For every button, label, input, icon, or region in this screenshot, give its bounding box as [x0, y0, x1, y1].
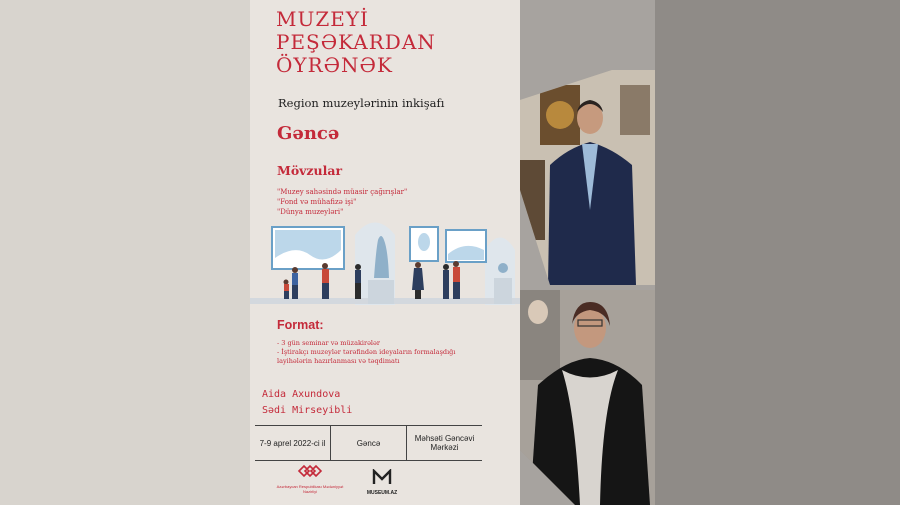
- title-line-1: MUZEYİ: [276, 7, 369, 31]
- visitor-figure: [443, 264, 449, 299]
- visitor-figure: [284, 280, 290, 300]
- topics-heading: Mövzular: [277, 163, 343, 178]
- left-background: [0, 0, 250, 505]
- event-info-bar: [255, 425, 482, 461]
- statue-pedestal: [494, 278, 512, 304]
- topic-item: "Fond və mühafizə işi": [277, 198, 357, 206]
- background-portrait-face: [528, 300, 548, 324]
- museum-illustration: [250, 210, 520, 310]
- man-photo-image: [520, 70, 655, 285]
- speaker-name: Sədi Mirseyibli: [262, 405, 353, 416]
- poster-subtitle: Region muzeylərinin inkişafı: [278, 96, 445, 110]
- title-line-3: ÖYRƏNƏK: [276, 53, 393, 77]
- speakers-list: [262, 387, 352, 419]
- museum-logo-text: MUSEUM.AZ: [366, 490, 398, 496]
- visitor-figure: [453, 261, 460, 299]
- format-item: - 3 gün seminar və müzakirələr: [277, 339, 380, 347]
- topic-item: "Dünya muzeyləri": [277, 208, 344, 216]
- visitor-figure: [412, 262, 424, 299]
- ministry-logo-text: Azərbaycan Respublikası Mədəniyyət Nazirliyi: [276, 484, 344, 494]
- speaker-name: Aida Axundova: [262, 389, 341, 400]
- poster-title: [276, 8, 436, 77]
- ministry-emblem-icon: [297, 463, 323, 479]
- wall-emblem: [546, 101, 574, 129]
- visitor-figure: [292, 267, 298, 299]
- format-list: [277, 339, 507, 366]
- wall-frame: [620, 85, 650, 135]
- title-line-2: PEŞƏKARDAN: [276, 30, 436, 54]
- event-date: 7-9 aprel 2022-ci il: [255, 426, 331, 460]
- ministry-logo: [275, 463, 345, 494]
- portrait-shape: [418, 233, 430, 251]
- event-venue: Məhsəti Gəncəvi Mərkəzi: [414, 434, 475, 452]
- statue-pedestal: [368, 280, 394, 304]
- event-poster: [250, 0, 520, 505]
- man-photo: [520, 70, 655, 285]
- format-item: layihələrin hazırlanması və təqdimatı: [277, 357, 400, 365]
- poster-city: Gəncə: [277, 123, 340, 144]
- format-heading: Format:: [277, 318, 324, 332]
- format-item: - İştirakçı muzeylər tərəfindən ideyaların formalaşdığı: [277, 348, 456, 356]
- museum-m-icon: [372, 469, 392, 485]
- topic-item: "Muzey sahəsində müasir çağırışlar": [277, 188, 408, 196]
- photo-panel: [520, 0, 900, 505]
- bust-statue: [498, 263, 508, 273]
- event-city: Gəncə: [331, 426, 407, 460]
- museum-logo: [362, 469, 402, 496]
